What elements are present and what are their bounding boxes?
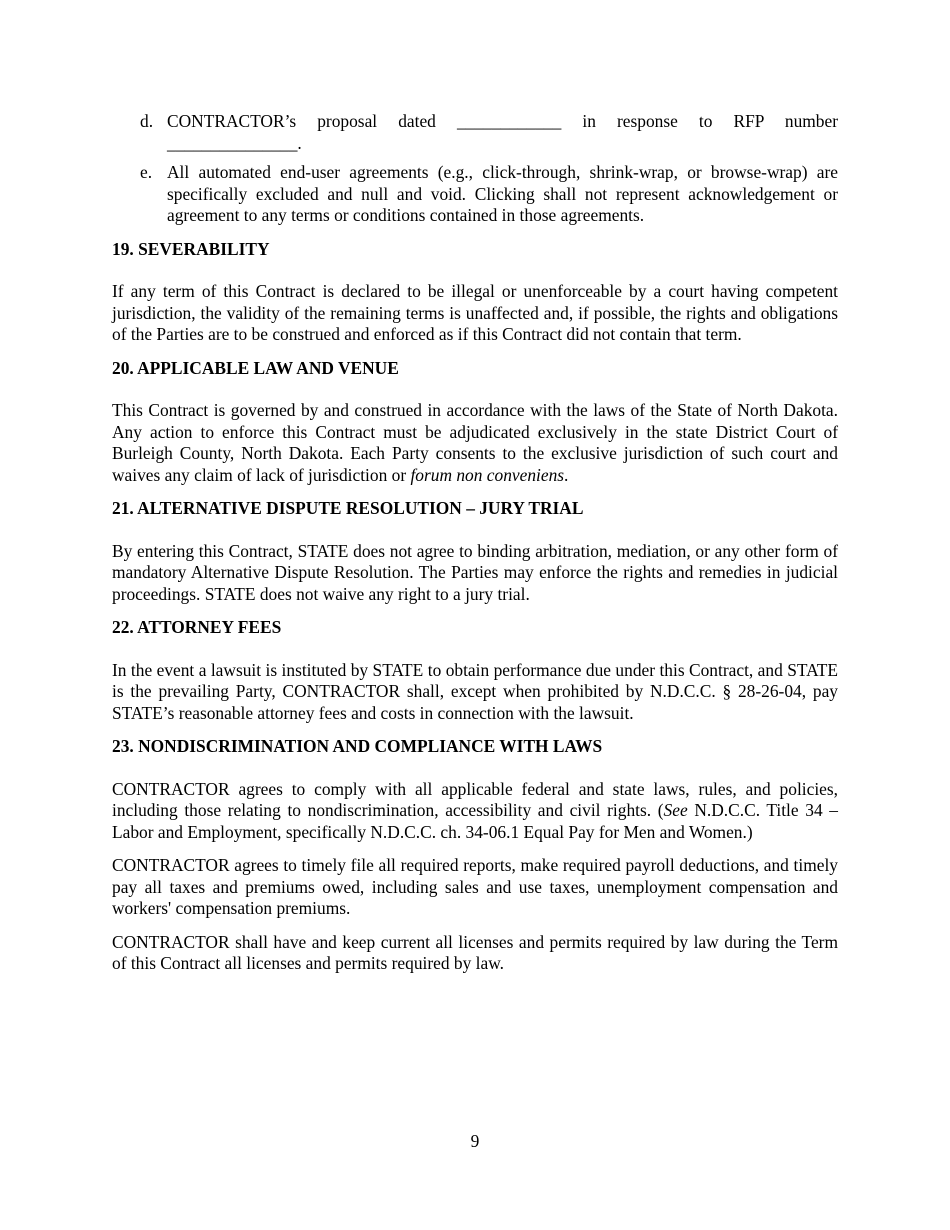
list-item-text: CONTRACTOR’s proposal dated ____________ in response to RFP number _______________. — [167, 111, 838, 153]
list-item-d — [112, 111, 838, 154]
section-heading-attorney-fees: 22. ATTORNEY FEES — [112, 617, 282, 637]
section-paragraph: CONTRACTOR shall have and keep current all licenses and permits required by law during the Term of this Contract all licenses and permits required by law. — [112, 931, 838, 973]
list-marker: d. — [140, 111, 154, 131]
paragraph-tail: N.D.C.C. Title 34 – Labor and Employment, specifically N.D.C.C. ch. 34-06.1 Equal Pay for Men and Women.) — [112, 800, 838, 842]
section-heading-severability: 19. SEVERABILITY — [112, 238, 270, 259]
paragraph-text: This Contract is governed by and construed in accordance with the laws of the State of North Dakota. Any action to enforce this Contract must be adjudicated exclusively in the state District Court of Burleigh County, North Dakota. Each Party consents to the exclusive jurisdiction of such court and waives any claim of lack of jurisdiction or — [112, 400, 838, 485]
section-paragraph: If any term of this Contract is declared to be illegal or unenforceable by a court having competent jurisdiction, the validity of the remaining terms is unaffected and, if possible, the rights and obligations of the Parties are to be construed and enforced as if this Contract did not contain that term. — [112, 281, 838, 344]
section-heading-nondiscrimination: 23. NONDISCRIMINATION AND COMPLIANCE WITH LAWS — [112, 736, 603, 756]
paragraph-text: CONTRACTOR agrees to comply with all applicable federal and state laws, rules, and policies, including those relating to nondiscrimination, accessibility and civil rights. ( — [112, 778, 838, 820]
section-heading-applicable-law: 20. APPLICABLE LAW AND VENUE — [112, 357, 399, 378]
section-paragraph: In the event a lawsuit is instituted by STATE to obtain performance due under this Contract, and STATE is the prevailing Party, CONTRACTOR shall, except when prohibited by N.D.C.C. § 28-26-04, pay STATE’s reasonable attorney fees and costs in connection with the lawsuit. — [112, 659, 838, 723]
page-number: 9 — [470, 1131, 480, 1151]
paragraph-tail: . — [564, 464, 569, 485]
section-paragraph: CONTRACTOR agrees to timely file all required reports, make required payroll deductions, and timely pay all taxes and premiums owed, including sales and use taxes, unemployment compensation and workers' compensation premiums. — [112, 855, 838, 918]
list-item-text: All automated end-user agreements (e.g., click-through, shrink-wrap, or browse-wrap) are specifically excluded and null and void. Clicking shall not represent acknowledgement or agreement to any terms or conditions contained in those agreements. — [167, 162, 838, 225]
section-heading-dispute-resolution: 21. ALTERNATIVE DISPUTE RESOLUTION – JURY TRIAL — [112, 498, 584, 518]
section-paragraph — [112, 400, 838, 486]
section-paragraph — [112, 779, 838, 844]
italic-term: forum non conveniens — [410, 464, 565, 485]
list-item-e — [112, 162, 838, 227]
list-marker: e. — [140, 162, 153, 182]
document-page — [112, 111, 838, 985]
italic-term: See — [663, 800, 688, 820]
section-paragraph: By entering this Contract, STATE does not agree to binding arbitration, mediation, or any other form of mandatory Alternative Dispute Resolution. The Parties may enforce the rights and remedies in judicial proceedings. STATE does not waive any right to a jury trial. — [112, 540, 838, 604]
